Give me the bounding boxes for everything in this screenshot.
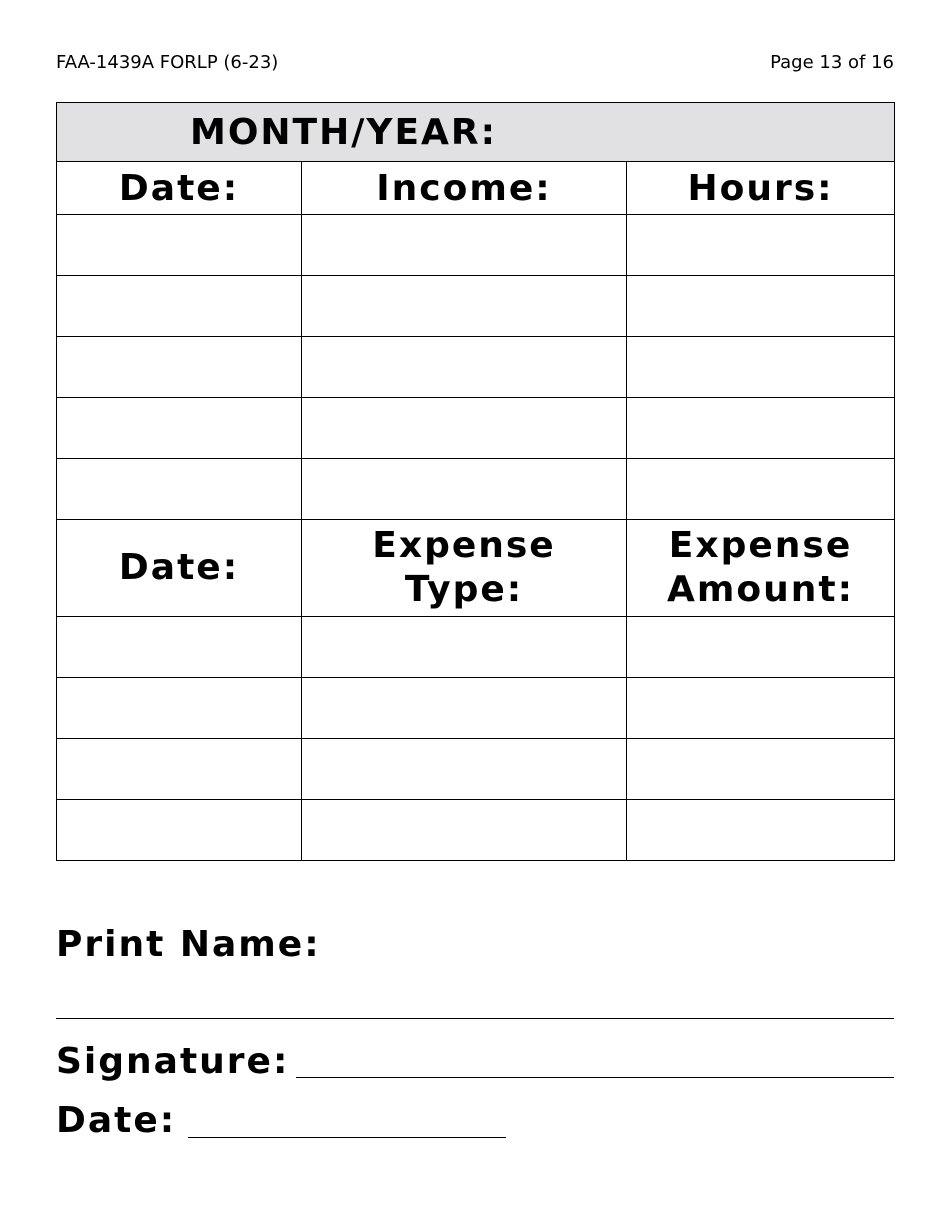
expense-date-header: Date:	[57, 520, 302, 617]
table-row	[57, 459, 895, 520]
table-row	[57, 276, 895, 337]
income-date-cell[interactable]	[57, 337, 302, 398]
income-expense-log-table	[56, 102, 895, 861]
table-row	[57, 678, 895, 739]
expense-type-cell[interactable]	[302, 678, 627, 739]
income-cell[interactable]	[302, 276, 627, 337]
expense-type-cell[interactable]	[302, 800, 627, 861]
hours-header: Hours:	[627, 162, 895, 215]
table-row	[57, 398, 895, 459]
signature-line[interactable]	[296, 1077, 894, 1078]
hours-cell[interactable]	[627, 337, 895, 398]
expense-type-header-line2: Type:	[404, 569, 524, 610]
table-row	[57, 800, 895, 861]
table-row	[57, 337, 895, 398]
page-number: Page 13 of 16	[770, 52, 894, 73]
expense-type-cell[interactable]	[302, 617, 627, 678]
print-name-label: Print Name:	[56, 924, 321, 965]
form-id: FAA-1439A FORLP (6-23)	[56, 52, 279, 73]
table-row	[57, 739, 895, 800]
print-name-line[interactable]	[56, 1018, 894, 1019]
signature-label: Signature:	[56, 1041, 290, 1082]
hours-cell[interactable]	[627, 276, 895, 337]
expense-amount-cell[interactable]	[627, 678, 895, 739]
table-row	[57, 617, 895, 678]
expense-type-header-line1: Expense	[372, 525, 556, 566]
expense-date-cell[interactable]	[57, 800, 302, 861]
income-date-cell[interactable]	[57, 398, 302, 459]
income-cell[interactable]	[302, 398, 627, 459]
date-label: Date:	[56, 1100, 177, 1141]
income-cell[interactable]	[302, 337, 627, 398]
expense-amount-header-line1: Expense	[668, 525, 853, 566]
income-cell[interactable]	[302, 215, 627, 276]
income-date-cell[interactable]	[57, 215, 302, 276]
table-row	[57, 215, 895, 276]
income-header: Income:	[302, 162, 627, 215]
expense-type-header	[302, 520, 627, 617]
income-date-header: Date:	[57, 162, 302, 215]
income-date-cell[interactable]	[57, 276, 302, 337]
hours-cell[interactable]	[627, 398, 895, 459]
expense-date-cell[interactable]	[57, 739, 302, 800]
expense-amount-header-line2: Amount:	[667, 569, 854, 610]
hours-cell[interactable]	[627, 215, 895, 276]
expense-amount-cell[interactable]	[627, 800, 895, 861]
income-cell[interactable]	[302, 459, 627, 520]
date-line[interactable]	[188, 1137, 506, 1138]
expense-date-cell[interactable]	[57, 617, 302, 678]
expense-amount-header	[627, 520, 895, 617]
expense-amount-cell[interactable]	[627, 739, 895, 800]
hours-cell[interactable]	[627, 459, 895, 520]
month-year-label: MONTH/YEAR:	[57, 103, 895, 162]
income-date-cell[interactable]	[57, 459, 302, 520]
expense-type-cell[interactable]	[302, 739, 627, 800]
expense-date-cell[interactable]	[57, 678, 302, 739]
expense-amount-cell[interactable]	[627, 617, 895, 678]
